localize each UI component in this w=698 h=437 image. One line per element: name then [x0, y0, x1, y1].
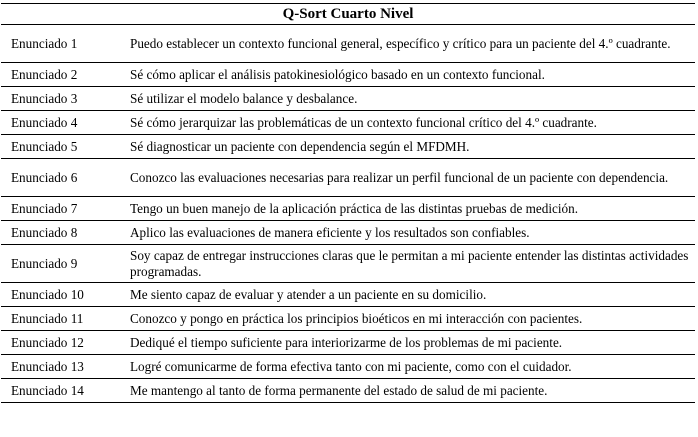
statement-label: Enunciado 8: [1, 221, 122, 245]
table-row: [1, 111, 695, 135]
table-row: [1, 25, 695, 63]
statement-text: Tengo un buen manejo de la aplicación práctica de las distintas pruebas de medición.: [122, 197, 695, 221]
statement-label: Enunciado 4: [1, 111, 122, 135]
table-row: [1, 159, 695, 197]
table-row: [1, 331, 695, 355]
table-row: [1, 283, 695, 307]
statement-text: Sé diagnosticar un paciente con dependencia según el MFDMH.: [122, 135, 695, 159]
table-header-row: [1, 4, 695, 25]
statement-label: Enunciado 1: [1, 25, 122, 63]
statement-text: Dediqué el tiempo suficiente para interiorizarme de los problemas de mi paciente.: [122, 331, 695, 355]
statement-text: Me mantengo al tanto de forma permanente del estado de salud de mi paciente.: [122, 379, 695, 403]
statement-label: Enunciado 3: [1, 87, 122, 111]
table-row: [1, 379, 695, 403]
table-row: [1, 355, 695, 379]
table-row: [1, 307, 695, 331]
table-row: [1, 245, 695, 283]
statement-text: Me siento capaz de evaluar y atender a un paciente en su domicilio.: [122, 283, 695, 307]
table-row: [1, 221, 695, 245]
statement-text: Conozco y pongo en práctica los principios bioéticos en mi interacción con pacientes.: [122, 307, 695, 331]
table-row: [1, 63, 695, 87]
statement-label: Enunciado 5: [1, 135, 122, 159]
statement-label: Enunciado 14: [1, 379, 122, 403]
statement-text: Puedo establecer un contexto funcional general, específico y crítico para un paciente del 4.º cuadrante.: [122, 25, 695, 63]
statement-label: Enunciado 12: [1, 331, 122, 355]
statement-text: Sé cómo jerarquizar las problemáticas de un contexto funcional crítico del 4.º cuadrante.: [122, 111, 695, 135]
qsort-table: [1, 3, 695, 403]
statement-text: Aplico las evaluaciones de manera eficiente y los resultados son confiables.: [122, 221, 695, 245]
statement-label: Enunciado 13: [1, 355, 122, 379]
statement-label: Enunciado 2: [1, 63, 122, 87]
statement-text: Logré comunicarme de forma efectiva tanto con mi paciente, como con el cuidador.: [122, 355, 695, 379]
statement-label: Enunciado 9: [1, 245, 122, 283]
statement-label: Enunciado 10: [1, 283, 122, 307]
statement-text: Sé cómo aplicar el análisis patokinesiológico basado en un contexto funcional.: [122, 63, 695, 87]
statement-label: Enunciado 7: [1, 197, 122, 221]
statement-text: Soy capaz de entregar instrucciones claras que le permitan a mi paciente entender las distintas actividades programadas.: [122, 245, 695, 283]
table-row: [1, 87, 695, 111]
statement-label: Enunciado 6: [1, 159, 122, 197]
statement-label: Enunciado 11: [1, 307, 122, 331]
table-title: Q-Sort Cuarto Nivel: [1, 4, 695, 25]
statement-text: Conozco las evaluaciones necesarias para realizar un perfil funcional de un paciente con dependencia.: [122, 159, 695, 197]
table-row: [1, 197, 695, 221]
table-row: [1, 135, 695, 159]
statement-text: Sé utilizar el modelo balance y desbalance.: [122, 87, 695, 111]
